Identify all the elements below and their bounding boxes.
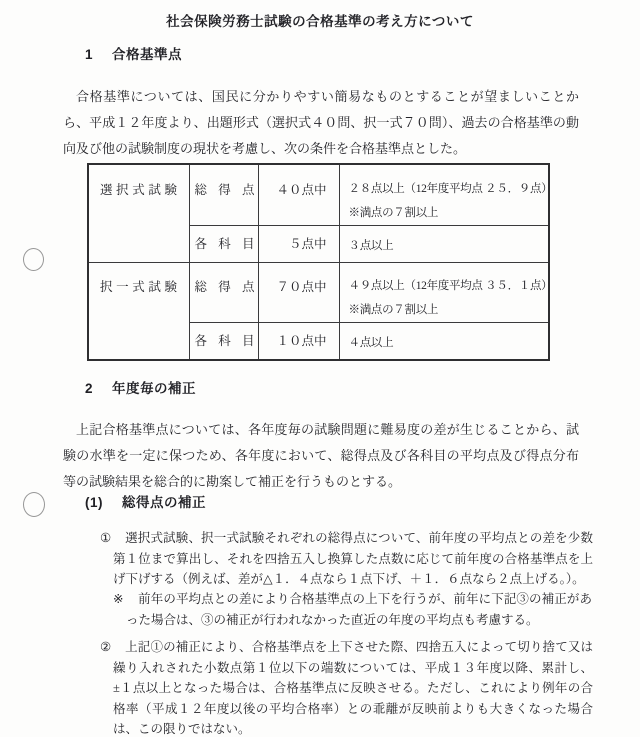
item-1-marker: ① [100,531,112,545]
subsection-1-heading [85,494,206,512]
score-category-label: 総得点 [194,183,255,197]
exam-type-label: 選択式試験 [100,183,177,197]
numbered-item-2 [100,637,593,737]
section-2-heading [85,380,196,398]
hole-punch-mark [23,248,44,271]
max-score-cell: ４０点中 [258,164,339,226]
max-score-cell: ５点中 [258,226,339,263]
section-1-heading [85,46,182,64]
max-score-cell: ７０点中 [258,263,339,323]
numbered-item-1 [100,528,593,590]
score-category-cell [189,226,258,263]
item-2-text: 上記①の補正により、合格基準点を上下させた際、四捨五入によって切り捨て又は繰り入れされた小数点第１位以下の端数については、平成１３年度以降、累計し、±１点以上となった場合は、合格基準点に反映させる。ただし、これにより例年の合格率（平成１２年度以後の平均合格率）との乖離が反映前よりも大きくなった場合は、この限りではない。 [113,640,593,736]
table-row [88,263,549,323]
exam-type-label: 択一式試験 [100,280,177,294]
subsection-1-number: (1) [85,495,103,510]
criteria-cell [339,263,553,323]
score-category-cell [189,323,258,360]
score-category-label: 各科目 [194,334,255,348]
passing-criteria-table [87,163,553,361]
exam-type-cell [88,164,189,263]
criteria-note: ※満点の７割以上 [348,304,439,316]
note-marker: ※ [113,592,124,606]
item-1-note [113,589,592,630]
section-1-paragraph: 合格基準については、国民に分かりやすい簡易なものとすることが望ましいことから、平成１２年度より、出題形式（選択式４０問、択一式７０問）、過去の合格基準の動向及び他の試験制度の現状を考慮し、次の条件を合格基準点とした。 [63,89,579,156]
note-text: 前年の平均点との差により合格基準点の上下を行うが、前年に下記③の補正があった場合は、③の補正が行われなかった直近の年度の平均点も考慮する。 [126,592,592,627]
criteria-text: ２８点以上（12年度平均点 ２５．９点） [348,183,553,195]
score-category-label: 各科目 [194,237,255,251]
section-2-heading-text: 年度毎の補正 [112,381,197,396]
max-score-cell: １０点中 [258,323,339,360]
section-1-number: 1 [85,47,94,62]
criteria-cell [339,164,553,226]
criteria-text: ４９点以上（12年度平均点 ３５．１点） [348,280,553,292]
document-title: 社会保険労務士試験の合格基準の考え方について [166,14,474,29]
criteria-cell [339,323,549,360]
section-1-heading-text: 合格基準点 [112,47,183,62]
criteria-cell [339,226,549,263]
criteria-note: ※満点の７割以上 [348,207,439,219]
hole-punch-mark [23,492,45,517]
section-2-number: 2 [85,381,94,396]
criteria-text: ４点以上 [348,337,394,349]
subsection-1-heading-text: 総得点の補正 [122,495,206,510]
item-1-text: 選択式試験、択一式試験それぞれの総得点について、前年度の平均点との差を少数第１位まで算出し、それを四捨五入し換算した点数に応じて前年度の合格基準点を上げ下げする（例えば、差が△１．４点なら１点下げ、＋１．６点なら２点上げる。）。 [113,531,593,586]
section-2-paragraph: 上記合格基準点については、各年度毎の試験問題に難易度の差が生じることから、試験の水準を一定に保つため、各年度において、総得点及び各科目の平均点及び得点分布等の試験結果を総合的に勘案して補正を行うものとする。 [63,422,579,489]
exam-type-cell [88,263,189,360]
table-row [88,164,549,226]
criteria-text: ３点以上 [348,240,394,252]
score-category-label: 総得点 [194,280,255,294]
score-category-cell [189,263,258,323]
score-category-cell [189,164,258,226]
item-2-marker: ② [100,640,112,654]
